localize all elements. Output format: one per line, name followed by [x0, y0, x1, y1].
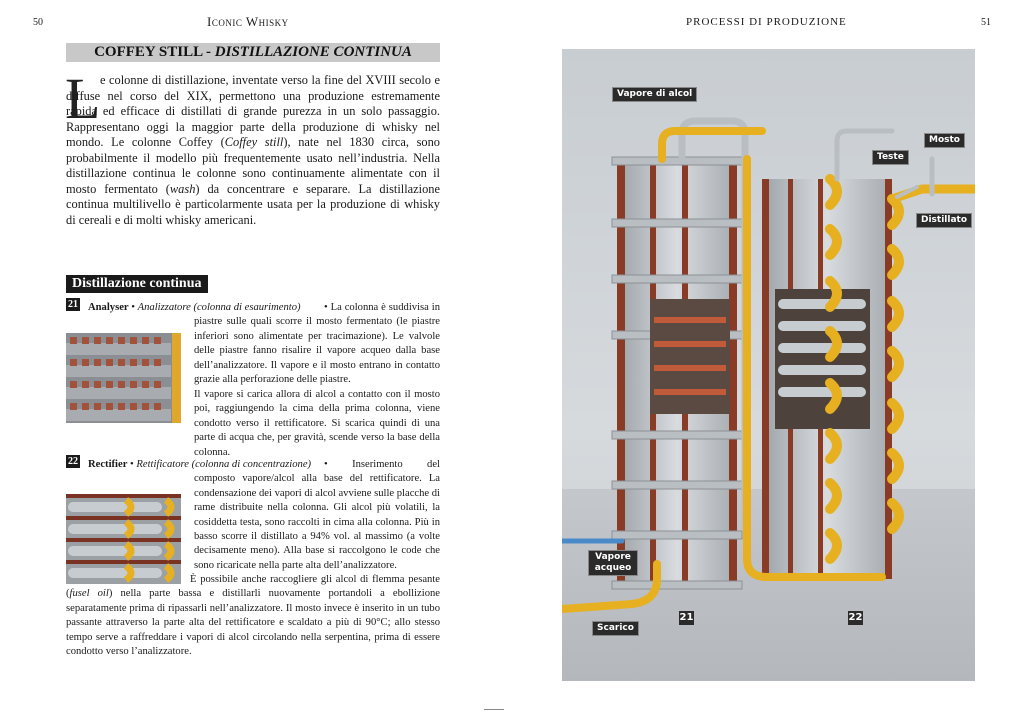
running-head-left: Iconic Whisky — [207, 14, 289, 29]
label-scarico: Scarico — [592, 621, 639, 636]
page-number-right: 51 — [981, 17, 991, 28]
intro-coffey-still: Coffey still — [224, 135, 284, 149]
article-title — [66, 43, 440, 62]
analyser-photo — [66, 333, 181, 423]
analyser-text-b-wrap — [194, 388, 440, 460]
rectifier-italic: Rettificatore (colonna di concentrazione) — [136, 459, 312, 470]
intro-text-1: e colonne di distillazione, inventate verso la fine del XVIII secolo e diffuse nel corso del XIX, permettono una produzione estremamente rapida ed efficace di distillati di grande purezza in un solo passaggio. Rappresentano oggi la maggior parte della produzione di whisky nel mondo. Le colonne Coffey ( — [66, 73, 440, 149]
intro-wash: wash — [169, 181, 196, 196]
analyser-bullet: • — [128, 302, 138, 313]
badge-21-illustration: 21 — [679, 612, 694, 623]
intro-text-2: ), nate nel 1830 circa, sono probabilmente il modello più frequentemente usato nell’industria. Nella distillazione continua le colonne sono continuamente alimentate con il mosto fermentato ( — [66, 135, 440, 196]
drop-cap: L — [65, 66, 101, 131]
page-number-left: 50 — [33, 17, 43, 28]
rectifier-text-a — [194, 458, 440, 573]
label-distillato: Distillato — [916, 213, 972, 228]
coffey-still-illustration — [562, 49, 975, 681]
analyser-name: Analyser — [88, 302, 129, 313]
rectifier-paragraph-a: • Inserimento del composto vapore/alcol alla base del rettificatore. La condensazione dei vapori di alcol avviene sulle placche di rame distribuite nella colonna. Gli alcol più volatili, la cosiddetta testa, sono raccolti in cima alla colonna. Più in basso scorre il distillato a 94% vol. al massimo (a volte decisamente meno). Alla base si raccolgono le code che sono ricaricate nella parte alta dell’analizzatore. — [194, 459, 440, 571]
badge-22-illustration: 22 — [848, 612, 863, 623]
rectifier-text-b-wrap — [66, 573, 440, 659]
rectifier-b-post: ) nella parte bassa e distillarli nuovamente portandoli a ebollizione separatamente prima di ripassarli nell’analizzatore. Il mosto invece è inserito in un tubo passante attraverso la parte alta del rettificatore e scaldato a più di 90°C; allo stesso tempo serve a raffreddare i vapori di alcol circolando nella serpentina, prima di essere condotto verso l’analizzatore. — [66, 588, 440, 658]
badge-21: 21 — [68, 299, 78, 310]
rectifier-b-pre: È possibile anche raccogliere gli alcol di flemma pesante ( — [66, 574, 440, 600]
rectifier-column — [762, 179, 899, 579]
intro-paragraph — [66, 73, 440, 228]
analyser-italic: Analizzatore (colonna di esaurimento) — [137, 302, 301, 313]
intro-text-3: ) da concentrare e separare. La distillazione continua multilivello è particolarmente usata per la produzione di whisky di cereali e di molti whisky americani. — [66, 181, 440, 227]
label-vapore-alcol: Vapore di alcol — [612, 87, 697, 102]
still-svg — [562, 49, 975, 681]
analyser-text-a — [194, 301, 440, 387]
section-title: Distillazione continua — [66, 275, 208, 293]
bottom-rule — [484, 709, 504, 710]
label-teste: Teste — [872, 150, 909, 165]
rectifier-bullet: • — [127, 459, 137, 470]
badge-22: 22 — [68, 456, 78, 467]
rectifier-name: Rectifier — [88, 459, 128, 470]
label-vapore-acqueo: Vapore acqueo — [588, 550, 638, 576]
rectifier-photo — [66, 494, 181, 584]
title-main: COFFEY STILL - — [94, 44, 215, 60]
analyser-paragraph-b: Il vapore si carica allora di alcol a contatto con il mosto poi, raggiungendo la cima della prima colonna, viene condotto verso il rettificatore. Si scarica quindi di una parte di acqua che, per gravità, scende verso la base della colonna. — [194, 389, 440, 458]
rectifier-fusel: fusel oil — [69, 588, 109, 600]
running-head-right: PROCESSI DI PRODUZIONE — [686, 16, 847, 28]
rectifier-paragraph-b — [66, 573, 440, 659]
analyser-column — [612, 157, 742, 589]
analyser-paragraph-a: • La colonna è suddivisa in piastre sulle quali scorre il mosto fermentato (le piastre inferiori sono alimentate per tracimazione). Le valvole delle piastre fanno risalire il vapore acqueo dalla base dell’analizzatore. Il vapore e il mosto entrano in contatto grazie alla perforazione delle piastre. — [194, 302, 440, 386]
title-italic: DISTILLAZIONE CONTINUA — [214, 44, 412, 60]
label-mosto: Mosto — [924, 133, 965, 148]
